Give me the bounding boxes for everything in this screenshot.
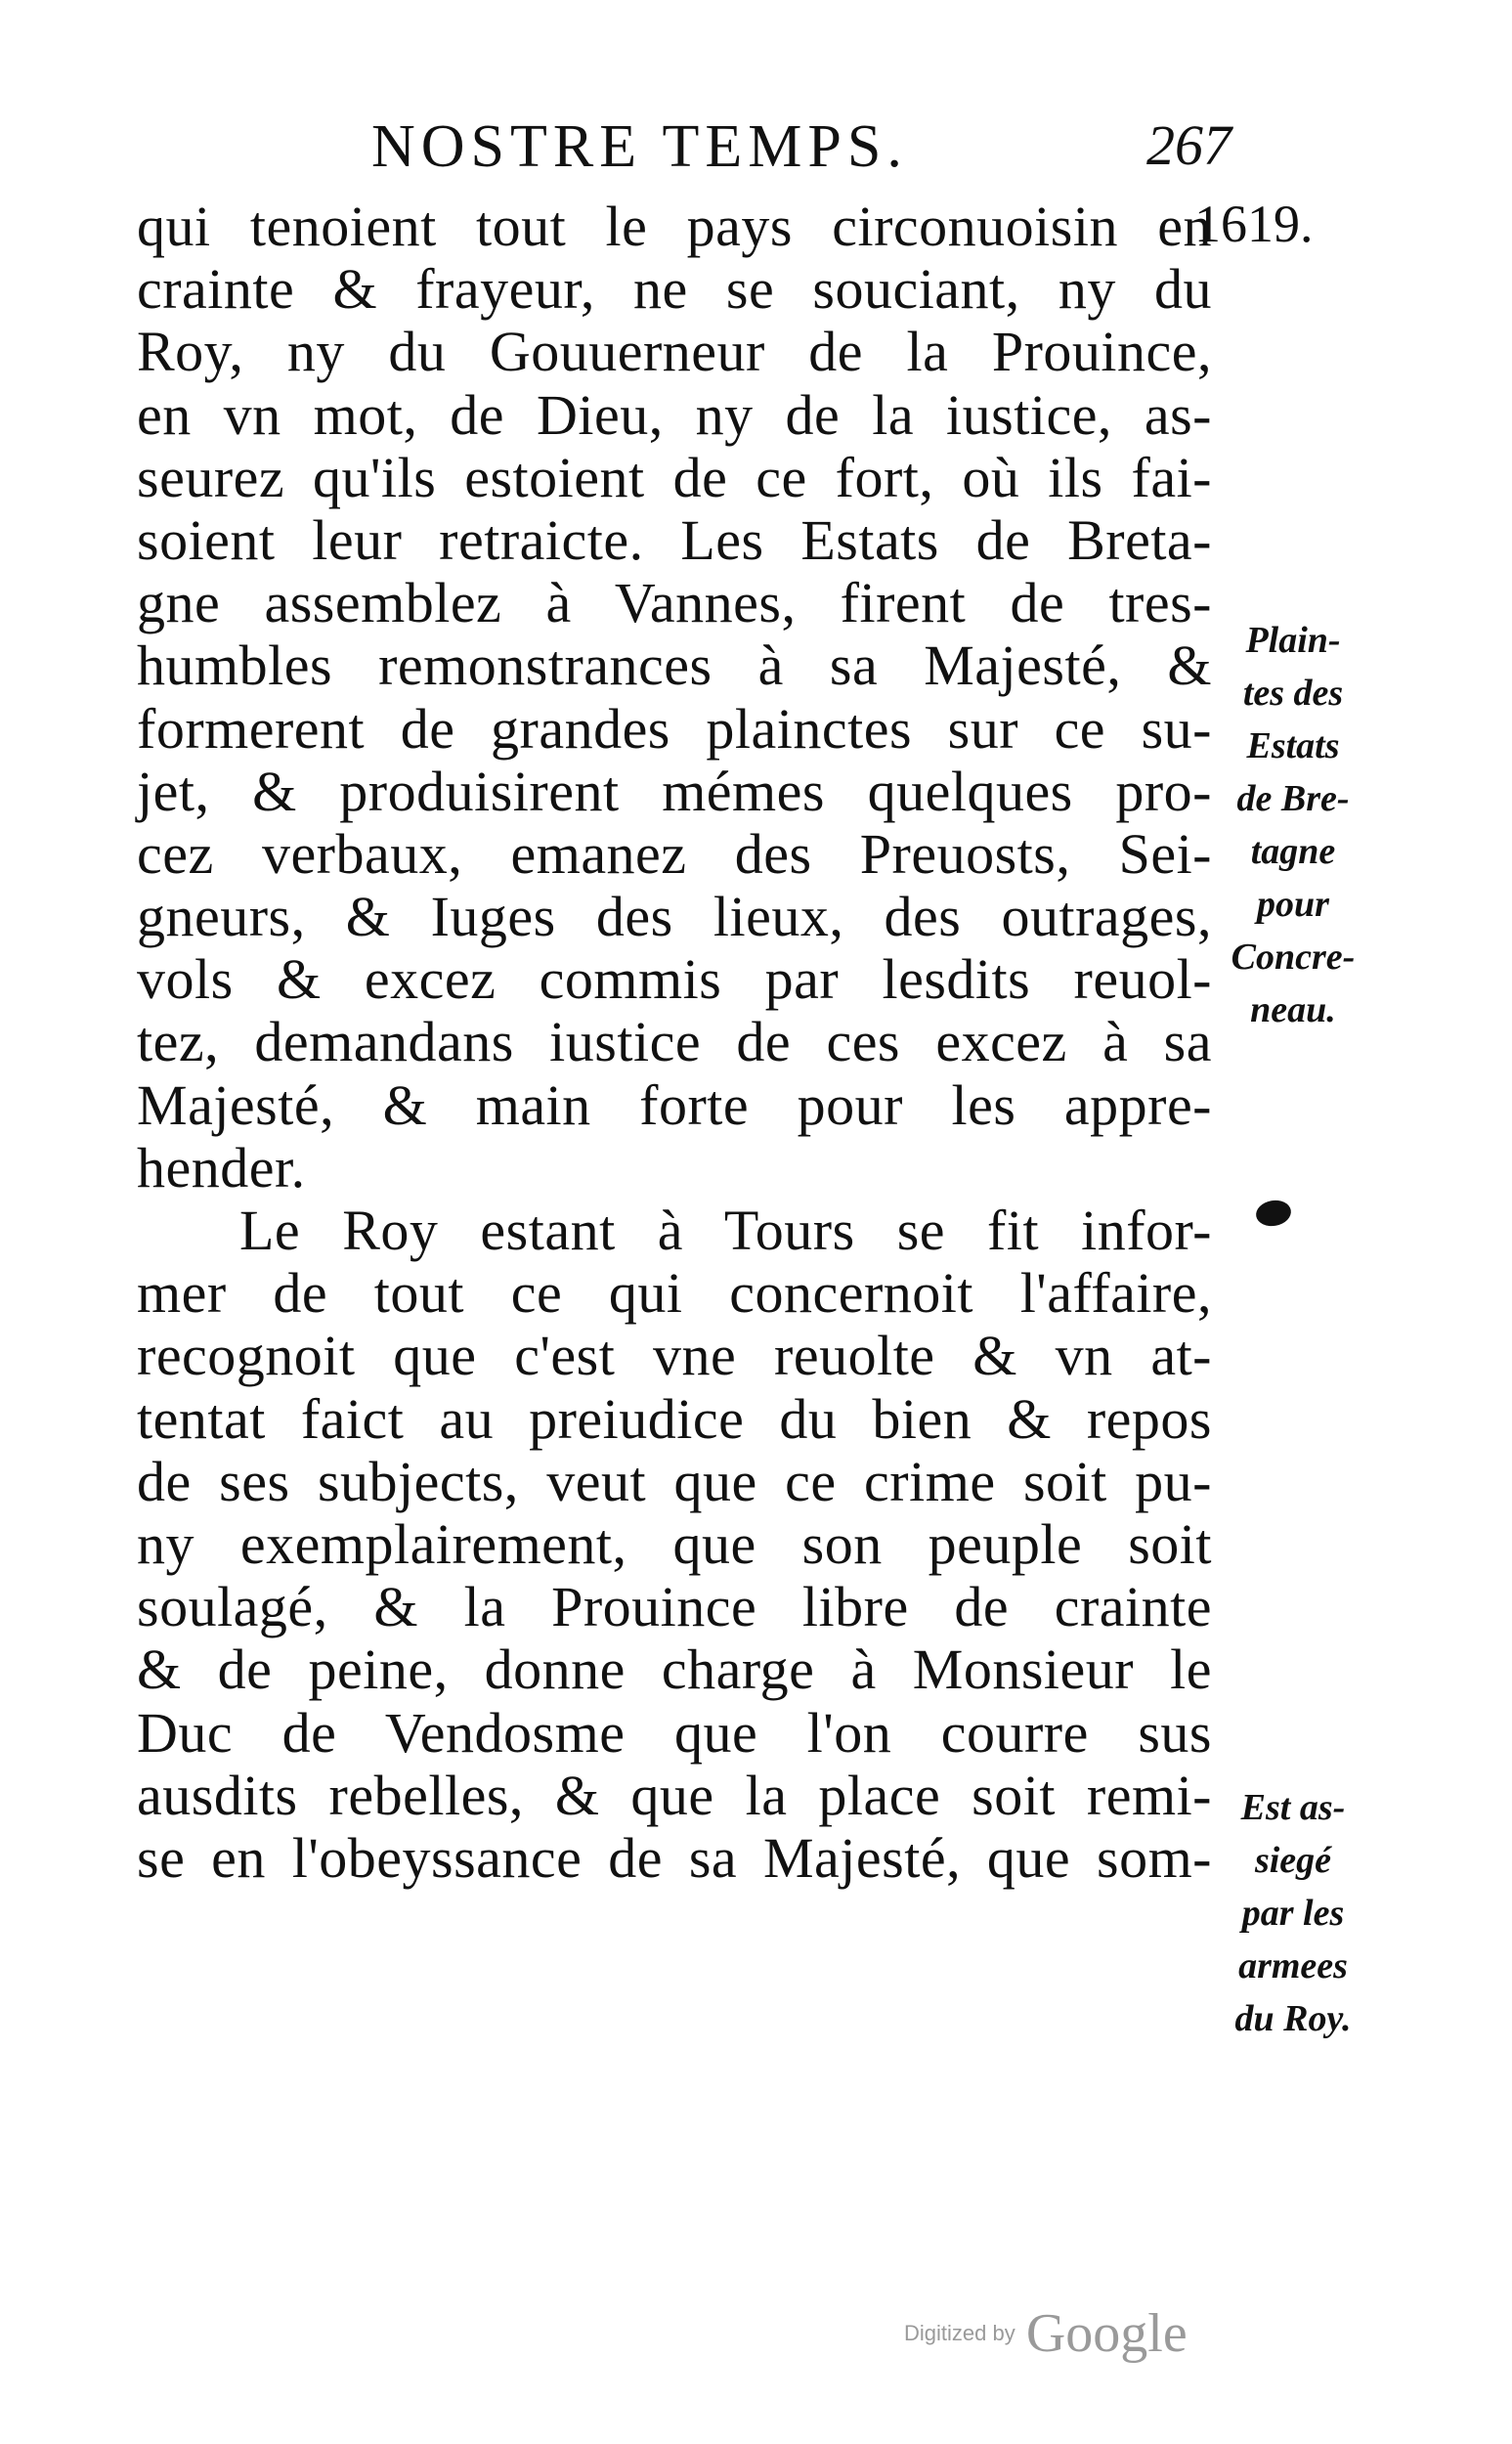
text-line: qui tenoient tout le pays circonuoisin en [137,195,1212,258]
margin-note-line: armees [1238,1945,1348,1986]
text-line: gneurs, & Iuges des lieux, des outrages, [137,885,1212,949]
text-line: en vn mot, de Dieu, ny de la iustice, as- [137,382,1212,447]
text-line: mer de tout ce qui concernoit l'affaire, [137,1261,1212,1326]
text-line: cez verbaux, emanez des Preuosts, Sei- [137,821,1212,886]
watermark-brand: Google [1025,2303,1188,2364]
margin-note-line: Est as- [1240,1787,1346,1828]
text-line: tez, demandans iustice de ces excez à sa [137,1010,1212,1074]
text-line: gne assemblez à Vannes, firent de tres- [137,571,1212,635]
text-line: ausdits rebelles, & que la place soit remi- [137,1763,1212,1827]
margin-note-line: Plain- [1245,620,1341,661]
page-number: 267 [1146,113,1231,177]
margin-note-line: neau. [1250,989,1336,1030]
margin-note-line: pour [1257,884,1329,925]
text-line: soient leur retraicte. Les Estats de Breta- [137,507,1212,572]
margin-note-line: Concre- [1231,937,1356,978]
ink-blot [1254,1198,1293,1229]
text-line: de ses subjects, veut que ce crime soit pu- [137,1449,1212,1513]
body-text [137,196,1212,1890]
margin-note-complaints [1210,614,1376,1036]
text-line: Roy, ny du Gouuerneur de la Prouince, [137,320,1212,384]
text-line: & de peine, donne charge à Monsieur le [137,1637,1212,1702]
text-line: recognoit que c'est vne reuolte & vn at- [137,1324,1212,1388]
margin-note-line: tes des [1242,673,1344,714]
year-marker: 1619. [1194,195,1314,253]
text-line: se en l'obeyssance de sa Majesté, que som- [137,1825,1212,1890]
text-line: soulagé, & la Prouince libre de crainte [137,1575,1212,1639]
text-line: vols & excez commis par lesdits reuol- [137,947,1212,1012]
margin-note-line: Estats [1246,725,1340,766]
margin-note-line: par les [1241,1893,1345,1934]
page-header [371,112,1231,191]
text-line: jet, & produisirent mémes quelques pro- [137,759,1212,823]
margin-note-siege [1210,1781,1376,2045]
running-head: NOSTRE TEMPS. [371,113,908,180]
text-line: tentat faict au preiudice du bien & repos [137,1386,1212,1451]
text-line: hender. [137,1135,306,1200]
text-line: Majesté, & main forte pour les appre- [137,1072,1212,1137]
watermark-prefix: Digitized by [904,2321,1015,2345]
text-line: humbles remonstrances à sa Majesté, & [137,633,1212,698]
margin-note-line: du Roy. [1234,1998,1352,2039]
text-line: Duc de Vendosme que l'on courre sus [137,1700,1212,1765]
paragraph-start-line: Le Roy estant à Tours se fit infor- [239,1199,1212,1262]
margin-note-line: de Bre- [1236,778,1350,819]
digitization-watermark [904,2302,1188,2365]
text-line: formerent de grandes plainctes sur ce su- [137,696,1212,761]
text-line: seurez qu'ils estoient de ce fort, où ils fai- [137,445,1212,509]
text-line: ny exemplairement, que son peuple soit [137,1511,1212,1576]
margin-note-line: tagne [1250,831,1336,872]
text-line: crainte & frayeur, ne se souciant, ny du [137,257,1212,322]
margin-note-line: siegé [1254,1840,1332,1881]
